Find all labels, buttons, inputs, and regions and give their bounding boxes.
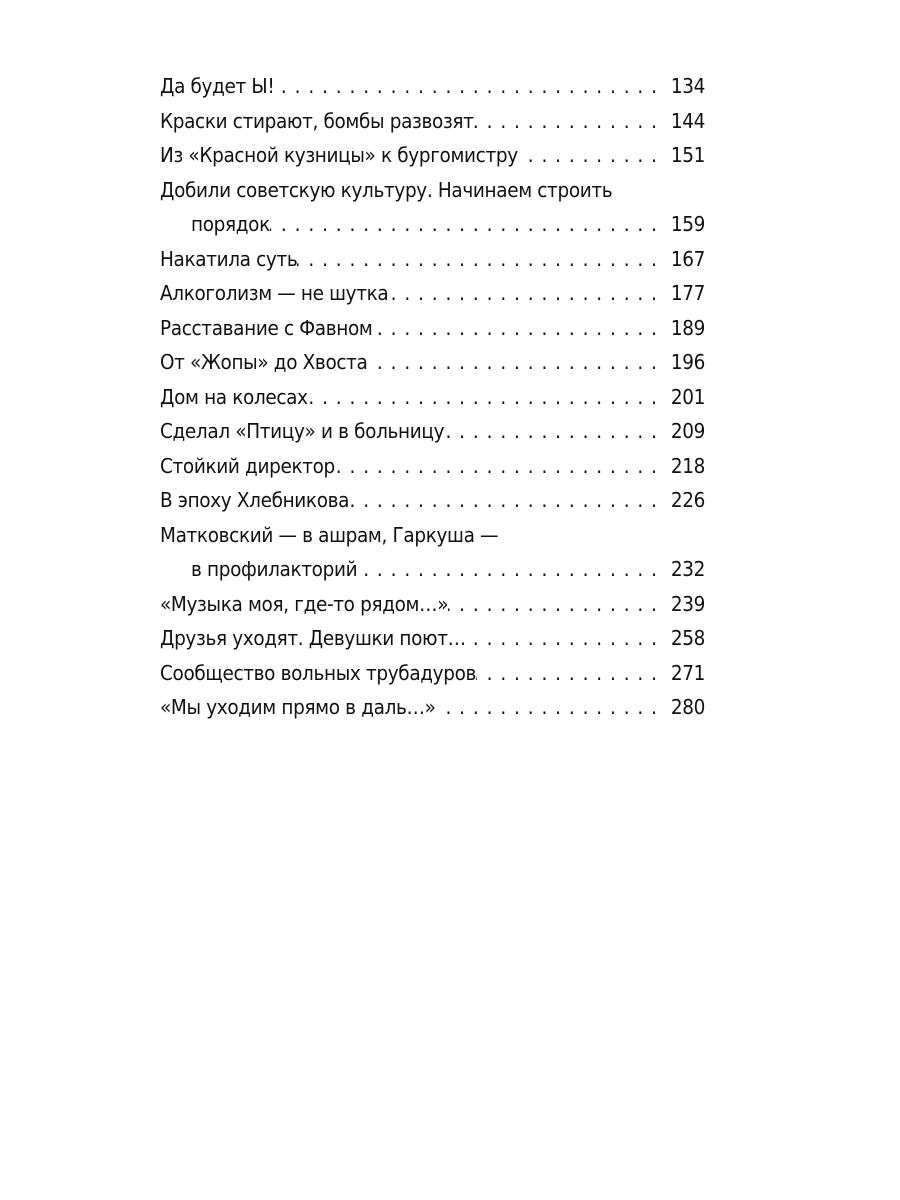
toc-line — [160, 523, 705, 558]
dot-leader — [270, 212, 667, 236]
dot-leader — [368, 350, 667, 374]
toc-entry[interactable] — [160, 661, 705, 696]
toc-entry-page: 189 — [670, 315, 705, 340]
toc-entry-page: 271 — [670, 660, 705, 685]
dot-leader — [448, 592, 667, 616]
toc-entry-title: От «Жопы» до Хвоста — [160, 350, 368, 374]
toc-entry-title: Краски стирают, бомбы развозят — [160, 108, 474, 133]
toc-entry-page: 232 — [670, 557, 705, 581]
toc-entry-title: Алкоголизм — не шутка — [160, 281, 389, 305]
toc-entry-title: Сообщество вольных трубадуров — [160, 660, 477, 685]
toc-entry[interactable] — [160, 454, 705, 489]
toc-entry-page: 201 — [670, 384, 705, 409]
toc-entry-page: 196 — [670, 350, 705, 374]
toc-line — [160, 695, 705, 730]
dot-leader — [349, 488, 667, 512]
toc-entry-title: Расставание с Фавном — [160, 315, 373, 340]
dot-leader — [308, 385, 667, 409]
toc-entry-title: Сделал «Птицу» и в больницу — [160, 419, 445, 443]
toc-entry[interactable] — [160, 523, 705, 592]
table-of-contents — [160, 74, 705, 730]
dot-leader — [274, 74, 667, 98]
dot-leader — [357, 557, 667, 581]
dot-leader — [372, 316, 667, 340]
toc-entry-page: 239 — [670, 591, 705, 616]
toc-entry[interactable] — [160, 626, 705, 661]
dot-leader — [474, 109, 667, 133]
toc-entry-page: 218 — [670, 453, 705, 478]
toc-entry[interactable] — [160, 592, 705, 627]
toc-entry[interactable] — [160, 74, 705, 109]
toc-line — [160, 74, 705, 109]
toc-entry-page: 226 — [670, 488, 705, 512]
dot-leader — [466, 626, 667, 650]
toc-line — [160, 626, 705, 661]
toc-entry-page: 151 — [670, 143, 705, 167]
toc-entry-title-continuation: в профилакторий — [191, 557, 358, 581]
toc-line — [160, 247, 705, 282]
dot-leader — [388, 281, 667, 305]
dot-leader — [444, 419, 667, 443]
toc-entry-title: Из «Красной кузницы» к бургомистру — [160, 143, 518, 167]
toc-line-continuation — [160, 212, 705, 247]
toc-line — [160, 661, 705, 696]
toc-entry[interactable] — [160, 385, 705, 420]
toc-entry-title: В эпоху Хлебникова — [160, 488, 350, 512]
toc-entry-title: «Мы уходим прямо в даль…» — [160, 695, 436, 719]
toc-entry[interactable] — [160, 247, 705, 282]
toc-entry-title: Матковский — в ашрам, Гаркуша — — [160, 522, 499, 547]
toc-line-continuation — [160, 557, 705, 592]
toc-entry[interactable] — [160, 109, 705, 144]
toc-entry[interactable] — [160, 350, 705, 385]
toc-entry-title: Да будет Ы! — [160, 74, 275, 98]
dot-leader — [297, 247, 667, 271]
toc-line — [160, 143, 705, 178]
toc-entry[interactable] — [160, 316, 705, 351]
toc-entry[interactable] — [160, 419, 705, 454]
toc-entry-page: 134 — [670, 74, 705, 98]
toc-entry[interactable] — [160, 695, 705, 730]
toc-entry-title: «Музыка моя, где-то рядом…» — [160, 591, 449, 616]
toc-line — [160, 178, 705, 213]
toc-entry-title: Дом на колесах — [160, 384, 308, 409]
toc-entry-title: Накатила суть — [160, 246, 298, 271]
dot-leader — [518, 143, 667, 167]
toc-line — [160, 350, 705, 385]
toc-line — [160, 592, 705, 627]
toc-entry-page: 159 — [670, 212, 705, 236]
toc-entry-page: 258 — [670, 626, 705, 650]
toc-entry[interactable] — [160, 178, 705, 247]
toc-entry-page: 280 — [670, 695, 705, 719]
toc-line — [160, 385, 705, 420]
toc-line — [160, 419, 705, 454]
toc-entry-page: 209 — [670, 419, 705, 443]
dot-leader — [436, 695, 667, 719]
toc-entry-title: Стойкий директор — [160, 453, 335, 478]
toc-line — [160, 109, 705, 144]
toc-entry[interactable] — [160, 488, 705, 523]
toc-entry[interactable] — [160, 281, 705, 316]
dot-leader — [335, 454, 667, 478]
toc-line — [160, 488, 705, 523]
dot-leader — [476, 661, 667, 685]
toc-entry-page: 144 — [670, 108, 705, 133]
toc-line — [160, 281, 705, 316]
toc-entry-page: 177 — [670, 281, 705, 305]
toc-line — [160, 454, 705, 489]
toc-entry-title-continuation: порядок — [191, 212, 270, 236]
toc-entry-title: Друзья уходят. Девушки поют… — [160, 626, 466, 650]
toc-entry-page: 167 — [670, 246, 705, 271]
toc-line — [160, 316, 705, 351]
toc-entry-title: Добили советскую культуру. Начинаем строить — [160, 177, 613, 202]
toc-entry[interactable] — [160, 143, 705, 178]
